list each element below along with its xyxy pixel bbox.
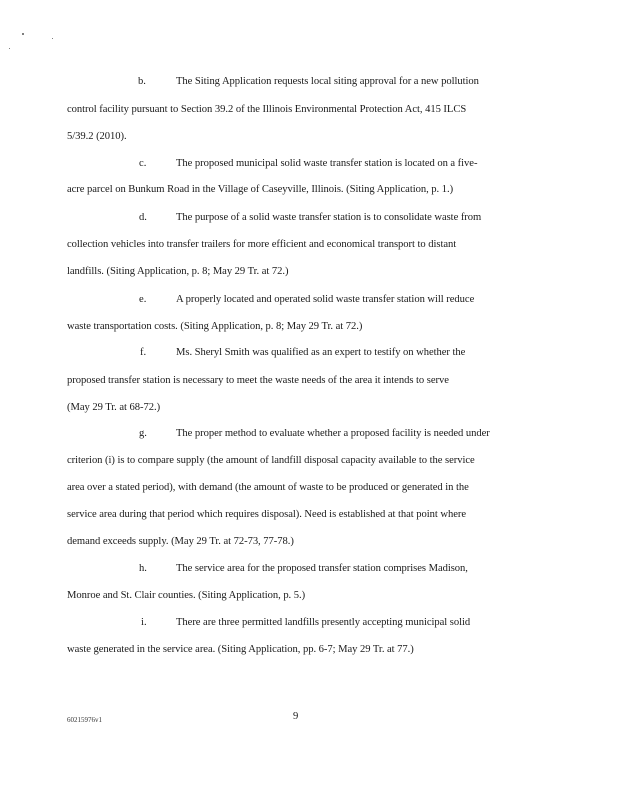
paragraph-line: (May 29 Tr. at 68-72.) — [67, 402, 161, 413]
paragraph-line: The purpose of a solid waste transfer station is to consolidate waste from — [176, 212, 482, 223]
paragraph-line: service area during that period which requires disposal). Need is established at that point where — [67, 509, 467, 520]
paragraph-label: d. — [139, 212, 147, 223]
paragraph-line: demand exceeds supply. (May 29 Tr. at 72-73, 77-78.) — [67, 536, 294, 547]
paragraph-line: landfills. (Siting Application, p. 8; May 29 Tr. at 72.) — [67, 266, 289, 277]
paragraph-line: waste generated in the service area. (Siting Application, pp. 6-7; May 29 Tr. at 77.) — [67, 644, 414, 655]
paragraph-line: Monroe and St. Clair counties. (Siting Application, p. 5.) — [67, 590, 306, 601]
scan-speck — [9, 48, 10, 49]
paragraph-line: The proper method to evaluate whether a proposed facility is needed under — [176, 428, 490, 439]
paragraph-line: Ms. Sheryl Smith was qualified as an expert to testify on whether the — [176, 347, 466, 358]
document-id: 60215976v1 — [67, 716, 102, 724]
scan-speck — [52, 38, 53, 39]
paragraph-label: h. — [139, 563, 147, 574]
paragraph-label: e. — [139, 294, 147, 305]
paragraph-line: acre parcel on Bunkum Road in the Village of Caseyville, Illinois. (Siting Application, p. 1.) — [67, 184, 454, 195]
paragraph-label: f. — [140, 347, 147, 358]
paragraph-line: collection vehicles into transfer trailers for more efficient and economical transport to distant — [67, 239, 457, 250]
paragraph-line: The Siting Application requests local siting approval for a new pollution — [176, 76, 479, 87]
paragraph-line: The proposed municipal solid waste transfer station is located on a five- — [176, 158, 478, 169]
paragraph-line: A properly located and operated solid waste transfer station will reduce — [176, 294, 475, 305]
paragraph-label: g. — [139, 428, 147, 439]
paragraph-line: criterion (i) is to compare supply (the amount of landfill disposal capacity available to the service — [67, 455, 475, 466]
paragraph-line: waste transportation costs. (Siting Application, p. 8; May 29 Tr. at 72.) — [67, 321, 363, 332]
paragraph-label: c. — [139, 158, 147, 169]
paragraph-line: proposed transfer station is necessary to meet the waste needs of the area it intends to serve — [67, 375, 449, 386]
scan-speck — [22, 33, 24, 35]
paragraph-label: i. — [141, 617, 147, 628]
paragraph-line: The service area for the proposed transfer station comprises Madison, — [176, 563, 468, 574]
paragraph-line: 5/39.2 (2010). — [67, 131, 127, 142]
paragraph-line: control facility pursuant to Section 39.2 of the Illinois Environmental Protection Act, 415 ILCS — [67, 104, 467, 115]
paragraph-label: b. — [138, 76, 146, 87]
paragraph-line: area over a stated period), with demand (the amount of waste to be produced or generated in the — [67, 482, 469, 493]
paragraph-line: There are three permitted landfills presently accepting municipal solid — [176, 617, 471, 628]
page-number: 9 — [293, 711, 299, 722]
